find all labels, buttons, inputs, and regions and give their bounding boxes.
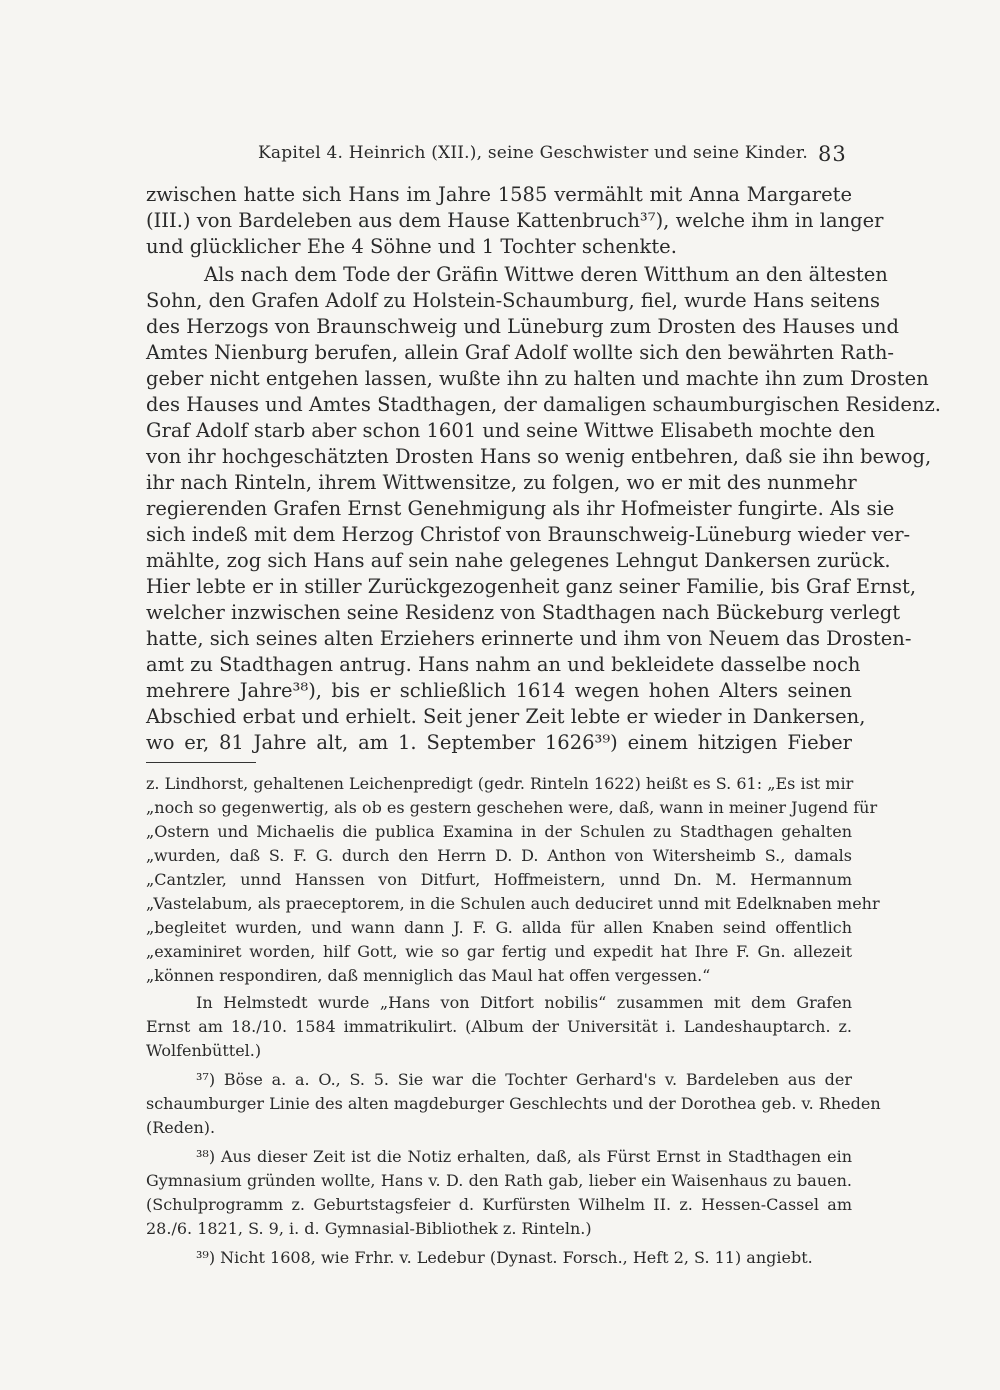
- body-line: mählte, zog sich Hans auf sein nahe gelegenes Lehngut Dankersen zurück.: [146, 549, 891, 572]
- footnote-line: Gymnasium gründen wollte, Hans v. D. den Rath gab, lieber ein Waisenhaus zu bauen.: [146, 1171, 852, 1190]
- footnote-39: ³⁹) Nicht 1608, wie Frhr. v. Ledebur (Dynast. Forsch., Heft 2, S. 11) angiebt.: [196, 1248, 813, 1267]
- body-line: regierenden Grafen Ernst Genehmigung als ihr Hofmeister fungirte. Als sie: [146, 497, 895, 520]
- running-header: Kapitel 4. Heinrich (XII.), seine Geschwister und seine Kinder.: [258, 143, 808, 163]
- footnote-line: In Helmstedt wurde „Hans von Ditfort nobilis“ zusammen mit dem Grafen: [196, 993, 852, 1012]
- body-line: und glücklicher Ehe 4 Söhne und 1 Tochter schenkte.: [146, 235, 677, 258]
- body-line: Amtes Nienburg berufen, allein Graf Adolf wollte sich den bewährten Rath-: [146, 341, 895, 364]
- footnote-line: (Schulprogramm z. Geburtstagsfeier d. Kurfürsten Wilhelm II. z. Hessen-Cassel am: [146, 1195, 852, 1214]
- footnote-38: ³⁸) Aus dieser Zeit ist die Notiz erhalten, daß, als Fürst Ernst in Stadthagen ein: [196, 1147, 852, 1166]
- footnote-line: (Reden).: [146, 1118, 216, 1137]
- body-line: sich indeß mit dem Herzog Christof von Braunschweig-Lüneburg wieder ver-: [146, 523, 911, 546]
- footnote-line: „begleitet wurden, und wann dann J. F. G. allda für allen Knaben seind offentlich: [146, 918, 852, 937]
- footnote-line: schaumburger Linie des alten magdeburger Geschlechts und der Dorothea geb. v. Rheden: [146, 1094, 881, 1113]
- body-line: zwischen hatte sich Hans im Jahre 1585 vermählt mit Anna Margarete: [146, 183, 852, 206]
- footnote-line: z. Lindhorst, gehaltenen Leichenpredigt (gedr. Rinteln 1622) heißt es S. 61: „Es ist mir: [146, 774, 854, 793]
- body-line: ihr nach Rinteln, ihrem Wittwensitze, zu folgen, wo er mit des nunmehr: [146, 471, 857, 494]
- footnote-line: „können respondiren, daß menniglich das Maul hat offen vergessen.“: [146, 966, 711, 985]
- body-line: geber nicht entgehen lassen, wußte ihn zu halten und machte ihn zum Drosten: [146, 367, 929, 390]
- body-line: Als nach dem Tode der Gräfin Wittwe deren Witthum an den ältesten: [204, 263, 888, 286]
- body-line: von ihr hochgeschätzten Drosten Hans so wenig entbehren, daß sie ihn bewog,: [146, 445, 932, 468]
- body-line: Hier lebte er in stiller Zurückgezogenheit ganz seiner Familie, bis Graf Ernst,: [146, 575, 917, 598]
- body-line: amt zu Stadthagen antrug. Hans nahm an und bekleidete dasselbe noch: [146, 653, 861, 676]
- footnote-line: „Vastelabum, als praeceptorem, in die Schulen auch deduciret unnd mit Edelknaben mehr: [146, 894, 880, 913]
- body-line: Graf Adolf starb aber schon 1601 und seine Wittwe Elisabeth mochte den: [146, 419, 876, 442]
- body-line: Sohn, den Grafen Adolf zu Holstein-Schaumburg, fiel, wurde Hans seitens: [146, 289, 881, 312]
- footnote-separator: [146, 762, 256, 763]
- body-line: welcher inzwischen seine Residenz von Stadthagen nach Bückeburg verlegt: [146, 601, 901, 624]
- body-line: des Hauses und Amtes Stadthagen, der damaligen schaumburgischen Residenz.: [146, 393, 941, 416]
- body-line: (III.) von Bardeleben aus dem Hause Kattenbruch³⁷), welche ihm in langer: [146, 209, 884, 232]
- page-number: 83: [818, 142, 847, 166]
- footnote-line: 28./6. 1821, S. 9, i. d. Gymnasial-Bibliothek z. Rinteln.): [146, 1219, 592, 1238]
- footnote-line: „examiniret worden, hilf Gott, wie so gar fertig und expedit hat Ihre F. Gn. allezeit: [146, 942, 852, 961]
- footnote-line: „Ostern und Michaelis die publica Examina in der Schulen zu Stadthagen gehalten: [146, 822, 852, 841]
- footnote-37: ³⁷) Böse a. a. O., S. 5. Sie war die Tochter Gerhard's v. Bardeleben aus der: [196, 1070, 852, 1089]
- body-line: Abschied erbat und erhielt. Seit jener Zeit lebte er wieder in Dankersen,: [146, 705, 866, 728]
- footnote-line: Ernst am 18./10. 1584 immatrikulirt. (Album der Universität i. Landeshauptarch. z.: [146, 1017, 852, 1036]
- body-line: hatte, sich seines alten Erziehers erinnerte und ihm von Neuem das Drosten-: [146, 627, 912, 650]
- body-line: wo er, 81 Jahre alt, am 1. September 1626³⁹) einem hitzigen Fieber: [146, 731, 852, 754]
- footnote-line: „Cantzler, unnd Hanssen von Ditfurt, Hoffmeistern, unnd Dn. M. Hermannum: [146, 870, 852, 889]
- body-line: des Herzogs von Braunschweig und Lüneburg zum Drosten des Hauses und: [146, 315, 899, 338]
- footnote-line: Wolfenbüttel.): [146, 1041, 262, 1060]
- footnote-line: „noch so gegenwertig, als ob es gestern geschehen were, daß, wann in meiner Jugend für: [146, 798, 878, 817]
- footnote-line: „wurden, daß S. F. G. durch den Herrn D. D. Anthon von Witersheimb S., damals: [146, 846, 852, 865]
- body-line: mehrere Jahre³⁸), bis er schließlich 1614 wegen hohen Alters seinen: [146, 679, 852, 702]
